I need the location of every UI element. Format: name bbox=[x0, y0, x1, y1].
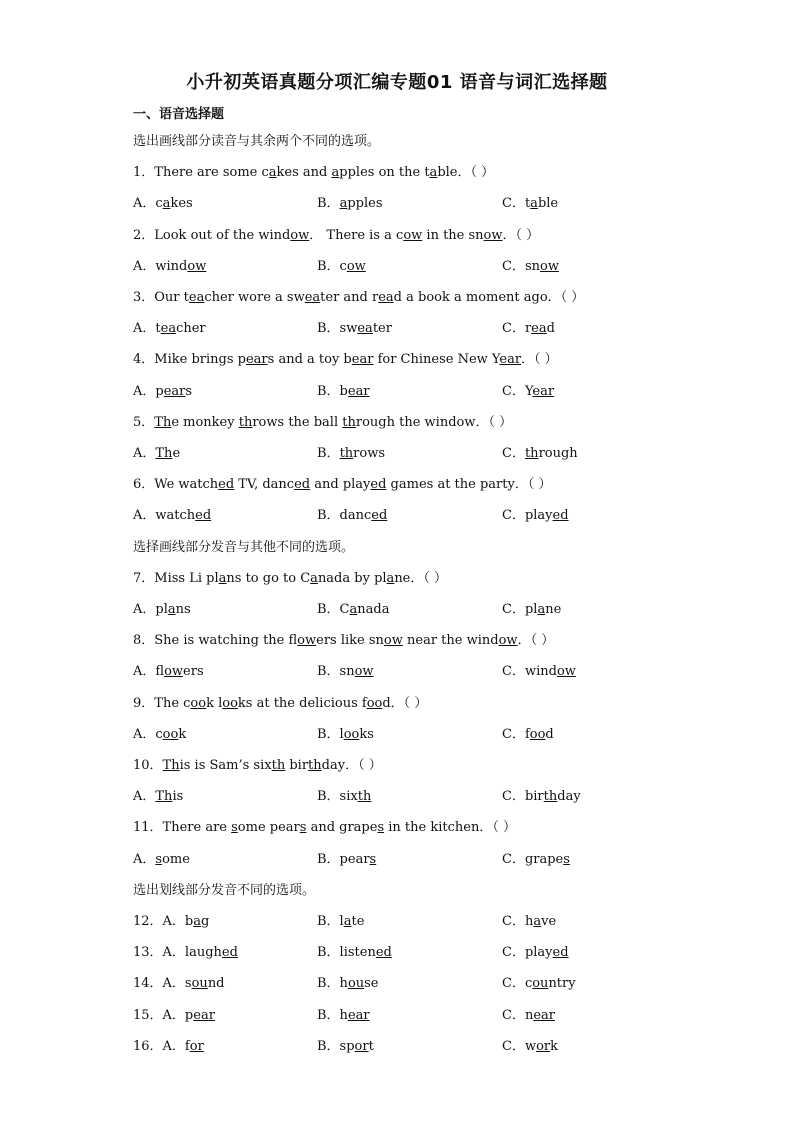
underlined-part: ea bbox=[188, 290, 205, 305]
underlined-part: ow bbox=[498, 633, 518, 649]
text-part: te bbox=[351, 914, 365, 929]
underlined-part: ed bbox=[370, 477, 387, 493]
text-part: ．（ ） bbox=[521, 352, 558, 368]
options-row bbox=[133, 1004, 693, 1022]
text-part: k bbox=[550, 1038, 559, 1054]
text-part: C．sn bbox=[502, 258, 540, 274]
underlined-part: s bbox=[231, 820, 238, 836]
underlined-part: ed bbox=[371, 508, 388, 524]
text-part: s bbox=[185, 383, 193, 399]
text-part: ntry bbox=[548, 976, 576, 992]
underlined-part: ear bbox=[532, 383, 555, 399]
underlined-part: a bbox=[386, 570, 395, 586]
text-part: A．pl bbox=[133, 602, 168, 617]
underlined-part: ed bbox=[221, 945, 238, 961]
text-part: C．r bbox=[502, 321, 532, 337]
text-part: B．h bbox=[317, 1007, 348, 1023]
text-part: ．（ ） bbox=[502, 227, 540, 243]
text-part: pples bbox=[347, 196, 383, 212]
text-part: se bbox=[364, 976, 379, 992]
option-a bbox=[133, 255, 206, 274]
underlined-part: ou bbox=[347, 976, 365, 992]
text-part: rows the ball bbox=[252, 414, 343, 430]
option-b bbox=[317, 442, 385, 461]
underlined-part: ou bbox=[532, 976, 549, 992]
underlined-part: or bbox=[536, 1038, 551, 1054]
underlined-part: a bbox=[349, 602, 358, 617]
option-c bbox=[502, 255, 559, 274]
underlined-part: Th bbox=[155, 789, 173, 805]
underlined-part: ear bbox=[347, 383, 370, 399]
underlined-part: oo bbox=[343, 726, 360, 742]
text-part: C．bir bbox=[502, 789, 544, 805]
text-part: 13．A．laugh bbox=[133, 945, 222, 961]
underlined-part: ow bbox=[556, 664, 576, 680]
text-part: A． bbox=[133, 446, 156, 461]
options-row bbox=[133, 255, 693, 273]
underlined-part: th bbox=[524, 446, 539, 461]
underlined-part: ow bbox=[297, 633, 317, 649]
text-part: near the wind bbox=[402, 633, 499, 649]
options-row bbox=[133, 317, 693, 335]
text-part: C．wind bbox=[502, 664, 557, 680]
text-part: 5． bbox=[133, 414, 155, 430]
text-part: ve bbox=[541, 914, 557, 929]
text-part: 14．A．s bbox=[133, 976, 192, 992]
underlined-part: th bbox=[308, 758, 322, 773]
option-b bbox=[317, 723, 374, 742]
text-part: B．six bbox=[317, 789, 358, 805]
option-c bbox=[502, 598, 561, 617]
text-part: B．sp bbox=[317, 1038, 355, 1054]
options-row bbox=[133, 660, 693, 678]
instruction-text: 选出划线部分发音不同的选项。 bbox=[133, 882, 316, 898]
text-part: ers like sn bbox=[316, 633, 384, 649]
option-a bbox=[133, 848, 190, 867]
option-b bbox=[317, 1004, 370, 1023]
text-part: rows bbox=[353, 446, 386, 461]
underlined-part: ow bbox=[483, 227, 503, 243]
underlined-part: oo bbox=[222, 695, 238, 711]
text-part: ks at the delicious f bbox=[237, 695, 367, 711]
underlined-part: Th bbox=[154, 414, 172, 430]
text-part: bir bbox=[285, 758, 309, 773]
underlined-part: ear bbox=[245, 352, 268, 368]
options-row bbox=[133, 504, 693, 522]
underlined-part: a bbox=[530, 196, 538, 212]
option-a bbox=[133, 785, 183, 804]
option-c bbox=[502, 941, 569, 960]
text-part: C．t bbox=[502, 196, 531, 212]
section-heading: 一、语音选择题 bbox=[133, 107, 225, 122]
underlined-part: ow bbox=[383, 633, 403, 649]
text-part: C．grape bbox=[502, 851, 564, 867]
option-a bbox=[133, 598, 191, 617]
option-c bbox=[502, 910, 556, 929]
option-b bbox=[317, 910, 364, 929]
text-part: 10． bbox=[133, 758, 163, 773]
text-part: 12．A．b bbox=[133, 914, 194, 929]
option-c bbox=[502, 442, 578, 461]
text-part: C．pl bbox=[502, 602, 538, 617]
underlined-part: a bbox=[533, 914, 542, 929]
text-part: B．l bbox=[317, 726, 344, 742]
text-part: k l bbox=[206, 695, 223, 711]
option-c bbox=[502, 317, 555, 336]
instruction-text: 选择画线部分发音与其他不同的选项。 bbox=[133, 539, 355, 555]
option-a bbox=[133, 1004, 215, 1023]
option-a bbox=[133, 504, 211, 523]
underlined-part: ea bbox=[378, 290, 394, 305]
text-part: B．c bbox=[317, 258, 347, 274]
text-part: A．c bbox=[133, 196, 163, 212]
underlined-part: oo bbox=[162, 726, 179, 742]
text-part: A． bbox=[133, 851, 156, 867]
text-part: C．play bbox=[502, 945, 553, 961]
text-part: ne．（ ） bbox=[394, 570, 448, 586]
option-b bbox=[317, 192, 383, 211]
text-part: B．sn bbox=[317, 664, 355, 680]
underlined-part: ow bbox=[187, 258, 207, 274]
text-part: d a book a moment ago．（ ） bbox=[393, 290, 585, 305]
underlined-part: ow bbox=[164, 664, 184, 680]
text-part: ．（ ） bbox=[517, 633, 555, 649]
underlined-part: th bbox=[543, 789, 558, 805]
question-stem bbox=[133, 754, 382, 773]
underlined-part: ow bbox=[346, 258, 366, 274]
text-part: C．f bbox=[502, 726, 530, 742]
text-part: 9．The c bbox=[133, 695, 191, 711]
text-part: 6．We watch bbox=[133, 477, 219, 493]
underlined-part: oo bbox=[190, 695, 207, 711]
text-part: kes bbox=[170, 196, 193, 212]
option-a bbox=[133, 941, 238, 960]
options-row bbox=[133, 442, 693, 460]
option-c bbox=[502, 660, 576, 679]
option-c bbox=[502, 380, 554, 399]
underlined-part: th bbox=[339, 446, 354, 461]
underlined-part: oo bbox=[529, 726, 546, 742]
underlined-part: ea bbox=[160, 321, 177, 337]
text-part: A．p bbox=[133, 383, 164, 399]
options-row bbox=[133, 1035, 693, 1053]
text-part: 4．Mike brings p bbox=[133, 352, 246, 368]
text-part: 2．Look out of the wind bbox=[133, 227, 291, 243]
underlined-part: ow bbox=[290, 227, 310, 243]
option-b bbox=[317, 660, 374, 679]
underlined-part: a bbox=[218, 570, 227, 586]
text-part: B．b bbox=[317, 383, 348, 399]
underlined-part: Th bbox=[155, 446, 173, 461]
underlined-part: ear bbox=[163, 383, 186, 399]
option-c bbox=[502, 1004, 555, 1023]
underlined-part: a bbox=[343, 914, 352, 929]
text-part: B．listen bbox=[317, 945, 376, 961]
question-stem bbox=[133, 473, 551, 492]
underlined-part: th bbox=[238, 414, 253, 430]
text-part: B．C bbox=[317, 602, 350, 617]
text-part: ers bbox=[183, 664, 204, 680]
underlined-part: or bbox=[189, 1038, 204, 1054]
text-part: C．n bbox=[502, 1007, 534, 1023]
underlined-part: ed bbox=[195, 508, 212, 524]
text-part: g bbox=[201, 914, 210, 929]
option-a bbox=[133, 192, 193, 211]
text-part: 7．Miss Li pl bbox=[133, 570, 219, 586]
option-a bbox=[133, 380, 192, 399]
text-part: B． bbox=[317, 196, 340, 212]
text-part: B．pear bbox=[317, 851, 370, 867]
question-stem bbox=[133, 286, 584, 305]
options-row bbox=[133, 192, 693, 210]
text-part: cher bbox=[176, 321, 206, 337]
options-row bbox=[133, 910, 693, 928]
text-part: d bbox=[546, 321, 555, 337]
text-part: A．watch bbox=[133, 508, 196, 524]
question-stem bbox=[133, 161, 494, 180]
question-stem bbox=[133, 629, 554, 648]
underlined-part: ear bbox=[351, 352, 374, 368]
text-part: k bbox=[178, 726, 187, 742]
text-part: ter and r bbox=[320, 290, 379, 305]
option-a bbox=[133, 317, 206, 336]
text-part: ne bbox=[545, 602, 562, 617]
options-row bbox=[133, 972, 693, 990]
underlined-part: ea bbox=[357, 321, 373, 337]
text-part: ble．（ ） bbox=[437, 165, 495, 181]
text-part: A．fl bbox=[133, 664, 165, 680]
text-part: C．play bbox=[502, 508, 553, 524]
instruction-text: 选出画线部分读音与其余两个不同的选项。 bbox=[133, 134, 381, 149]
text-part: day．（ ） bbox=[321, 758, 382, 773]
text-part: C．h bbox=[502, 914, 534, 929]
text-part: ks bbox=[359, 726, 374, 742]
option-c bbox=[502, 848, 570, 867]
underlined-part: a bbox=[339, 196, 348, 212]
underlined-part: ear bbox=[193, 1007, 215, 1023]
text-part: kes and bbox=[276, 165, 332, 181]
text-part: e monkey bbox=[171, 414, 239, 430]
underlined-part: ed bbox=[218, 477, 235, 493]
text-part: A．wind bbox=[133, 258, 188, 274]
text-part: d．（ ） bbox=[382, 695, 428, 711]
option-b bbox=[317, 380, 370, 399]
option-a bbox=[133, 910, 209, 929]
option-b bbox=[317, 317, 392, 336]
options-row bbox=[133, 941, 693, 959]
underlined-part: th bbox=[271, 758, 286, 773]
text-part: t bbox=[368, 1038, 374, 1054]
text-part: pples on the t bbox=[339, 165, 430, 181]
option-b bbox=[317, 504, 387, 523]
option-a bbox=[133, 1035, 204, 1054]
underlined-part: a bbox=[429, 165, 438, 181]
underlined-part: s bbox=[155, 851, 163, 867]
text-part: ble bbox=[537, 196, 559, 212]
text-part: C． bbox=[502, 446, 525, 461]
underlined-part: oo bbox=[366, 695, 383, 711]
text-part: ns to go to C bbox=[226, 570, 311, 586]
underlined-part: ow bbox=[354, 664, 374, 680]
text-part: nada by pl bbox=[317, 570, 387, 586]
text-part: C．w bbox=[502, 1038, 537, 1054]
question-stem bbox=[133, 348, 558, 367]
text-part: and play bbox=[310, 477, 371, 493]
text-part: for Chinese New Y bbox=[373, 352, 500, 368]
question-stem bbox=[133, 816, 516, 835]
question-stem bbox=[133, 411, 512, 430]
underlined-part: s bbox=[563, 851, 570, 867]
text-part: ter bbox=[372, 321, 392, 337]
option-c bbox=[502, 723, 554, 742]
text-part: s and a toy b bbox=[267, 352, 352, 368]
text-part: B． bbox=[317, 446, 340, 461]
text-part: A． bbox=[133, 789, 156, 805]
option-a bbox=[133, 972, 225, 991]
option-a bbox=[133, 442, 180, 461]
option-b bbox=[317, 941, 392, 960]
text-part: rough the window．（ ） bbox=[355, 414, 513, 430]
underlined-part: ou bbox=[191, 976, 208, 992]
text-part: C．c bbox=[502, 976, 533, 992]
text-part: day bbox=[557, 789, 581, 805]
question-stem bbox=[133, 692, 427, 711]
text-part: 11．There are bbox=[133, 820, 232, 836]
text-part: B．sw bbox=[317, 321, 358, 337]
underlined-part: s bbox=[369, 851, 377, 867]
option-c bbox=[502, 785, 581, 804]
options-row bbox=[133, 598, 693, 616]
text-part: 3．Our t bbox=[133, 290, 189, 305]
option-b bbox=[317, 255, 366, 274]
question-stem bbox=[133, 224, 539, 243]
underlined-part: a bbox=[193, 914, 202, 929]
underlined-part: a bbox=[331, 165, 340, 181]
underlined-part: a bbox=[537, 602, 546, 617]
text-part: rough bbox=[538, 446, 578, 461]
text-part: games at the party．（ ） bbox=[386, 477, 552, 493]
underlined-part: ow bbox=[540, 258, 559, 274]
underlined-part: ear bbox=[499, 352, 522, 368]
text-part: 15．A．p bbox=[133, 1007, 194, 1023]
text-part: TV, danc bbox=[234, 477, 295, 493]
options-row bbox=[133, 380, 693, 398]
text-part: in the kitchen．（ ） bbox=[384, 820, 516, 836]
text-part: ． There is a c bbox=[309, 227, 404, 243]
option-a bbox=[133, 660, 204, 679]
underlined-part: Th bbox=[162, 758, 180, 773]
text-part: is bbox=[172, 789, 184, 805]
text-part: 1．There are some c bbox=[133, 165, 269, 181]
text-part: ome pear bbox=[237, 820, 300, 836]
underlined-part: a bbox=[310, 570, 318, 586]
options-row bbox=[133, 848, 693, 866]
underlined-part: a bbox=[268, 165, 277, 181]
option-b bbox=[317, 848, 376, 867]
option-c bbox=[502, 192, 558, 211]
underlined-part: ed bbox=[375, 945, 392, 961]
option-b bbox=[317, 785, 371, 804]
text-part: 16．A．f bbox=[133, 1038, 190, 1054]
underlined-part: ea bbox=[304, 290, 321, 305]
text-part: A．t bbox=[133, 321, 161, 337]
underlined-part: a bbox=[162, 196, 171, 212]
option-b bbox=[317, 598, 389, 617]
text-part: B．h bbox=[317, 976, 348, 992]
underlined-part: ea bbox=[531, 321, 547, 337]
underlined-part: th bbox=[357, 789, 372, 805]
underlined-part: ear bbox=[533, 1007, 555, 1023]
underlined-part: ear bbox=[347, 1007, 370, 1023]
underlined-part: ed bbox=[294, 477, 311, 493]
options-row bbox=[133, 723, 693, 741]
option-c bbox=[502, 1035, 558, 1054]
text-part: in the sn bbox=[422, 227, 484, 243]
text-part: A．c bbox=[133, 726, 163, 742]
text-part: nada bbox=[357, 602, 390, 617]
options-row bbox=[133, 785, 693, 803]
option-c bbox=[502, 972, 576, 991]
text-part: ns bbox=[175, 602, 191, 617]
text-part: is is Sam’s six bbox=[179, 758, 272, 773]
question-stem bbox=[133, 567, 447, 586]
underlined-part: ow bbox=[403, 227, 423, 243]
option-c bbox=[502, 504, 569, 523]
text-part: e bbox=[172, 446, 181, 461]
text-part: C．Y bbox=[502, 383, 533, 399]
underlined-part: or bbox=[354, 1038, 369, 1054]
text-part: B．danc bbox=[317, 508, 372, 524]
underlined-part: th bbox=[342, 414, 356, 430]
option-b bbox=[317, 1035, 374, 1054]
option-b bbox=[317, 972, 379, 991]
underlined-part: ed bbox=[552, 945, 569, 961]
text-part: and grape bbox=[306, 820, 378, 836]
text-part: d bbox=[545, 726, 554, 742]
page-title: 小升初英语真题分项汇编专题01 语音与词汇选择题 bbox=[186, 72, 608, 93]
underlined-part: a bbox=[167, 602, 176, 617]
option-a bbox=[133, 723, 186, 742]
text-part: ome bbox=[162, 851, 190, 867]
text-part: cher wore a sw bbox=[204, 290, 305, 305]
text-part: B．l bbox=[317, 914, 344, 929]
underlined-part: s bbox=[377, 820, 385, 836]
underlined-part: s bbox=[299, 820, 307, 836]
underlined-part: ed bbox=[552, 508, 569, 524]
text-part: 8．She is watching the fl bbox=[133, 633, 298, 649]
text-part: nd bbox=[207, 976, 225, 992]
